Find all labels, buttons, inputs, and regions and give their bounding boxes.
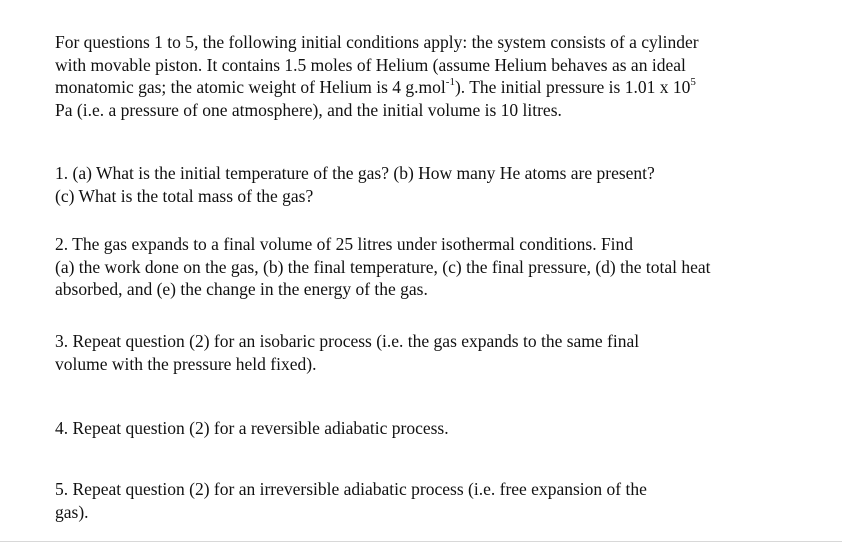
- question-3-line-1: 3. Repeat question (2) for an isobaric process (i.e. the gas expands to the same final: [55, 331, 640, 351]
- question-2-line-3: absorbed, and (e) the change in the energy of the gas.: [55, 279, 428, 299]
- question-2: [55, 233, 795, 301]
- question-4: [55, 417, 795, 440]
- question-5: [55, 478, 795, 523]
- question-5-line-1: 5. Repeat question (2) for an irreversible adiabatic process (i.e. free expansion of the: [55, 479, 647, 499]
- question-2-line-2: (a) the work done on the gas, (b) the final temperature, (c) the final pressure, (d) the total heat: [55, 256, 711, 277]
- question-1-line-2: (c) What is the total mass of the gas?: [55, 185, 314, 206]
- intro-line-3: [55, 76, 795, 99]
- intro-line-3-text-a: monatomic gas; the atomic weight of Helium is 4 g.mol: [55, 77, 446, 97]
- mol-exponent: -1: [445, 76, 455, 89]
- question-3-line-2: volume with the pressure held fixed).: [55, 353, 317, 374]
- intro-line-4: Pa (i.e. a pressure of one atmosphere), and the initial volume is 10 litres.: [55, 99, 562, 120]
- question-1: [55, 162, 795, 207]
- intro-line-2: with movable piston. It contains 1.5 moles of Helium (assume Helium behaves as an ideal: [55, 54, 686, 75]
- intro-paragraph: [55, 31, 795, 121]
- question-5-line-2: gas).: [55, 501, 89, 522]
- question-3: [55, 330, 795, 375]
- question-2-line-1: 2. The gas expands to a final volume of 25 litres under isothermal conditions. Find: [55, 234, 634, 254]
- question-4-line-1: 4. Repeat question (2) for a reversible adiabatic process.: [55, 418, 449, 438]
- question-1-line-1: 1. (a) What is the initial temperature of the gas? (b) How many He atoms are present?: [55, 163, 655, 183]
- intro-line-1: For questions 1 to 5, the following initial conditions apply: the system consists of a cylinder: [55, 32, 699, 52]
- intro-line-3-text-b: ). The initial pressure is 1.01 x 10: [454, 77, 691, 97]
- pressure-exponent: 5: [690, 76, 696, 89]
